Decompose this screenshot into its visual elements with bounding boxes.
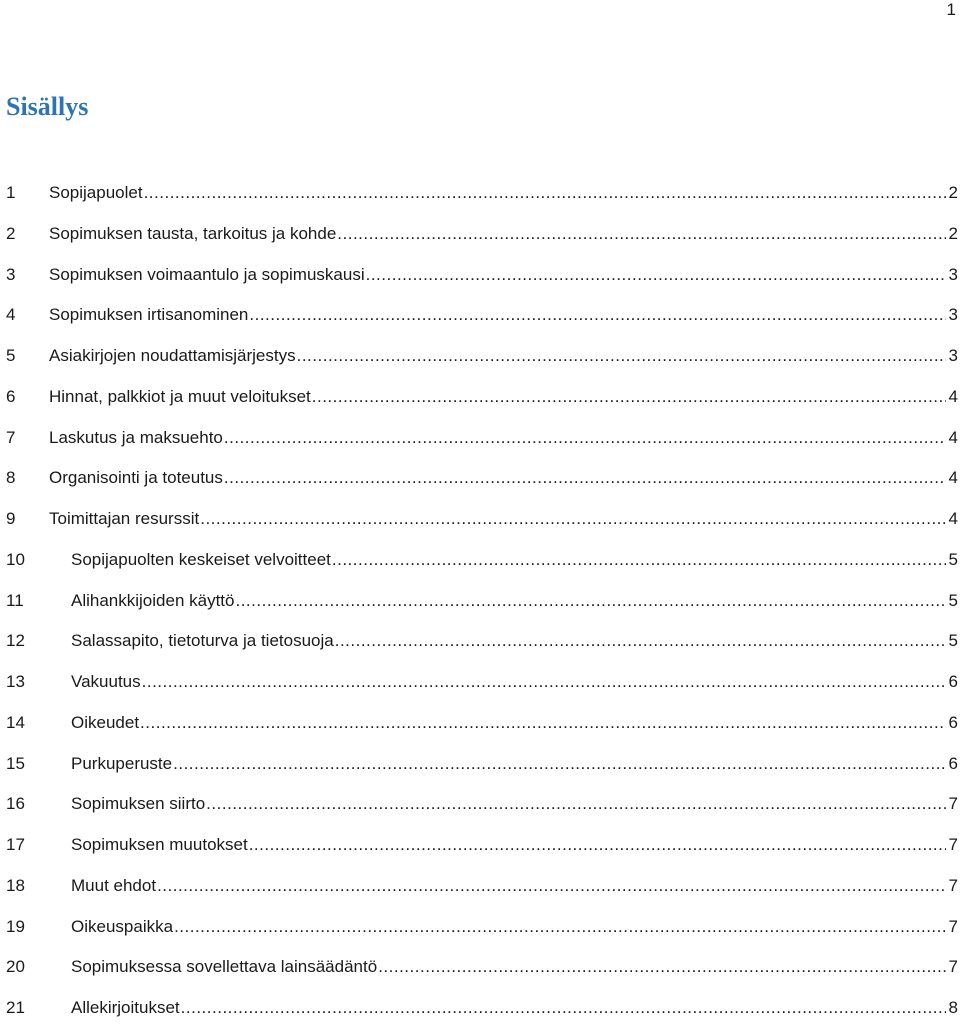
toc-item-label: Hinnat, palkkiot ja muut veloitukset xyxy=(49,386,311,406)
toc-item-label: Sopimuksen voimaantulo ja sopimuskausi xyxy=(49,264,365,284)
toc-dot-leader xyxy=(249,828,946,862)
toc-item-page: 7 xyxy=(948,916,958,936)
toc-item-page: 2 xyxy=(948,183,958,202)
toc-item-label: Sopijapuolet xyxy=(49,183,143,202)
toc-dot-leader xyxy=(142,665,946,699)
toc-dot-leader xyxy=(173,747,946,781)
toc-item-number: 15 xyxy=(6,753,25,773)
toc-dot-leader xyxy=(181,991,946,1025)
toc-dot-leader xyxy=(224,421,946,455)
toc-item-number: 8 xyxy=(6,468,16,488)
toc-item-page: 4 xyxy=(948,468,958,488)
toc-item-number: 9 xyxy=(6,509,16,528)
toc-item-page: 7 xyxy=(948,835,958,854)
toc-item-page: 2 xyxy=(948,223,958,243)
toc-item-page: 6 xyxy=(948,753,958,773)
toc-item-21[interactable] xyxy=(6,991,958,1032)
toc-item-16[interactable] xyxy=(6,787,958,828)
toc-item-number: 4 xyxy=(6,305,16,325)
toc-item-label: Allekirjoitukset xyxy=(71,998,180,1017)
toc-item-9[interactable] xyxy=(6,502,958,543)
toc-item-number: 2 xyxy=(6,223,16,243)
toc-item-page: 3 xyxy=(948,346,958,365)
toc-item-page: 4 xyxy=(948,509,958,528)
toc-item-page: 5 xyxy=(948,590,958,610)
toc-item-number: 18 xyxy=(6,875,25,895)
toc-dot-leader xyxy=(337,217,946,251)
toc-item-number: 17 xyxy=(6,835,25,854)
toc-item-19[interactable] xyxy=(6,910,958,951)
toc-dot-leader xyxy=(312,380,946,414)
toc-item-number: 20 xyxy=(6,957,25,977)
toc-item-label: Sopimuksen irtisanominen xyxy=(49,305,249,325)
toc-item-number: 16 xyxy=(6,794,25,814)
toc-dot-leader xyxy=(332,543,946,577)
toc-item-8[interactable] xyxy=(6,461,958,502)
toc-item-number: 6 xyxy=(6,386,16,406)
toc-item-label: Sopimuksen muutokset xyxy=(71,835,248,854)
toc-item-15[interactable] xyxy=(6,747,958,788)
toc-dot-leader xyxy=(174,910,946,944)
toc-dot-leader xyxy=(206,787,946,821)
toc-item-number: 11 xyxy=(6,590,24,610)
toc-item-number: 10 xyxy=(6,549,25,569)
toc-item-page: 6 xyxy=(948,672,958,691)
toc-item-page: 7 xyxy=(948,875,958,895)
toc-item-5[interactable] xyxy=(6,339,958,380)
toc-dot-leader xyxy=(235,584,946,618)
toc-item-page: 3 xyxy=(948,264,958,284)
toc-item-7[interactable] xyxy=(6,421,958,462)
toc-dot-leader xyxy=(224,461,946,495)
toc-item-13[interactable] xyxy=(6,665,958,706)
toc-item-6[interactable] xyxy=(6,380,958,421)
toc-item-page: 8 xyxy=(948,998,958,1017)
toc-dot-leader xyxy=(366,258,946,292)
toc-item-page: 3 xyxy=(948,305,958,325)
toc-item-page: 7 xyxy=(948,957,958,977)
toc-item-12[interactable] xyxy=(6,624,958,665)
toc-dot-leader xyxy=(297,339,946,373)
page-number: 1 xyxy=(946,0,956,19)
toc-item-number: 21 xyxy=(6,998,25,1017)
toc-item-page: 5 xyxy=(948,631,958,651)
toc-item-label: Sopimuksen tausta, tarkoitus ja kohde xyxy=(49,223,337,243)
toc-item-label: Sopimuksessa sovellettava lainsäädäntö xyxy=(71,957,378,977)
toc-item-number: 19 xyxy=(6,916,25,936)
toc-item-label: Laskutus ja maksuehto xyxy=(49,427,223,447)
toc-item-page: 5 xyxy=(948,549,958,569)
toc-item-label: Alihankkijoiden käyttö xyxy=(71,590,235,610)
toc-item-page: 4 xyxy=(948,427,958,447)
toc-item-label: Vakuutus xyxy=(71,672,141,691)
toc-item-number: 5 xyxy=(6,346,16,365)
toc-item-1[interactable] xyxy=(6,176,958,217)
toc-item-label: Salassapito, tietoturva ja tietosuoja xyxy=(71,631,334,651)
toc-item-label: Purkuperuste xyxy=(71,753,173,773)
toc-item-number: 14 xyxy=(6,712,25,732)
toc-item-18[interactable] xyxy=(6,869,958,910)
toc-item-2[interactable] xyxy=(6,217,958,258)
toc-item-label: Sopijapuolten keskeiset velvoitteet xyxy=(71,549,331,569)
toc-item-label: Asiakirjojen noudattamisjärjestys xyxy=(49,346,296,365)
toc-dot-leader xyxy=(157,869,946,903)
toc-item-label: Organisointi ja toteutus xyxy=(49,468,223,488)
toc-item-page: 6 xyxy=(948,712,958,732)
toc-item-page: 4 xyxy=(948,386,958,406)
toc-item-11[interactable] xyxy=(6,584,958,625)
toc-item-17[interactable] xyxy=(6,828,958,869)
toc-dot-leader xyxy=(144,176,946,210)
toc-title: Sisällys xyxy=(6,92,89,121)
toc-item-20[interactable] xyxy=(6,950,958,991)
toc-item-4[interactable] xyxy=(6,298,958,339)
toc-item-number: 13 xyxy=(6,672,25,691)
toc-item-label: Oikeudet xyxy=(71,712,140,732)
toc-item-14[interactable] xyxy=(6,706,958,747)
toc-dot-leader xyxy=(140,706,946,740)
toc-item-number: 12 xyxy=(6,631,25,651)
toc-item-number: 7 xyxy=(6,427,16,447)
toc-item-10[interactable] xyxy=(6,543,958,584)
toc-item-label: Toimittajan resurssit xyxy=(49,509,200,528)
toc-dot-leader xyxy=(249,298,946,332)
toc-item-page: 7 xyxy=(948,794,958,814)
toc-dot-leader xyxy=(335,624,946,658)
toc-item-number: 3 xyxy=(6,264,16,284)
toc-item-label: Oikeuspaikka xyxy=(71,916,174,936)
toc-dot-leader xyxy=(378,950,946,984)
toc-item-label: Sopimuksen siirto xyxy=(71,794,206,814)
toc-dot-leader xyxy=(200,502,946,536)
toc-item-number: 1 xyxy=(6,183,16,202)
toc-item-3[interactable] xyxy=(6,258,958,299)
toc-list xyxy=(6,176,958,1032)
toc-item-label: Muut ehdot xyxy=(71,875,157,895)
